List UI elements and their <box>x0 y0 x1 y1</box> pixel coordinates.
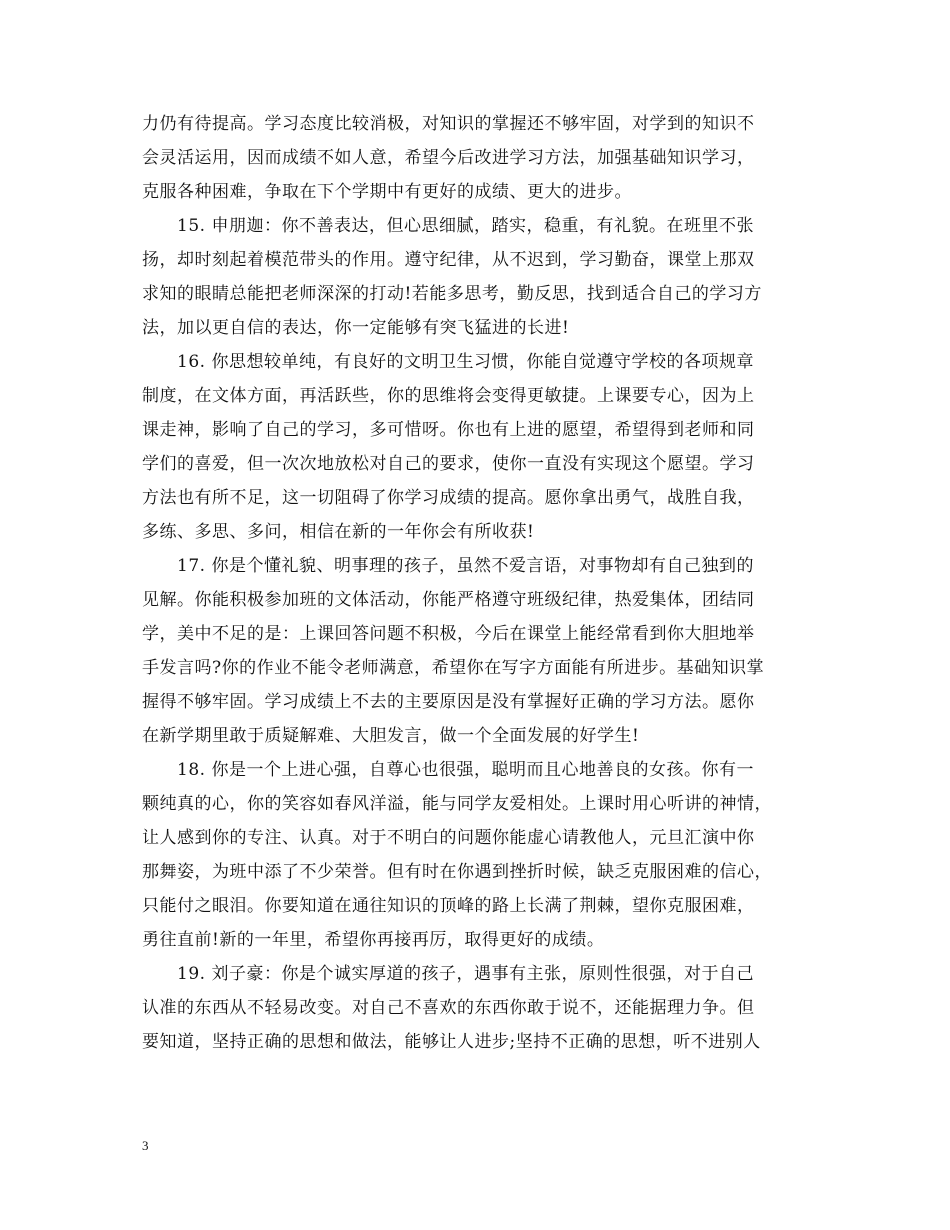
text-line: 制度，在文体方面，再活跃些，你的思维将会变得更敏捷。上课要专心，因为上 <box>142 386 755 406</box>
text-line: 在新学期里敢于质疑解难、大胆发言，做一个全面发展的好学生! <box>142 726 640 746</box>
text-line: 多练、多思、多问，相信在新的一年你会有所收获! <box>142 522 535 542</box>
text-line: 握得不够牢固。学习成绩上不去的主要原因是没有掌握好正确的学习方法。愿你 <box>142 692 755 712</box>
text-line: 手发言吗?你的作业不能令老师满意，希望你在写字方面能有所进步。基础知识掌 <box>142 658 765 678</box>
text-line: 让人感到你的专注、认真。对于不明白的问题你能虚心请教他人，元旦汇演中你 <box>142 828 755 848</box>
text-line: 力仍有待提高。学习态度比较消极，对知识的掌握还不够牢固，对学到的知识不 <box>142 114 755 134</box>
text-line: 认准的东西从不轻易改变。对自己不喜欢的东西你敢于说不，还能据理力争。但 <box>142 998 755 1018</box>
text-line: 18. 你是一个上进心强，自尊心也很强，聪明而且心地善良的女孩。你有一 <box>142 760 754 780</box>
text-line: 见解。你能积极参加班的文体活动，你能严格遵守班级纪律，热爱集体，团结同 <box>142 590 755 610</box>
text-line: 学们的喜爱，但一次次地放松对自己的要求，使你一直没有实现这个愿望。学习 <box>142 454 755 474</box>
text-line: 求知的眼睛总能把老师深深的打动!若能多思考，勤反思，找到适合自己的学习方 <box>142 284 762 304</box>
text-line: 克服各种困难，争取在下个学期中有更好的成绩、更大的进步。 <box>142 182 632 202</box>
text-line: 17. 你是个懂礼貌、明事理的孩子，虽然不爱言语，对事物却有自己独到的 <box>142 556 754 576</box>
page-number: 3 <box>142 1138 149 1153</box>
text-line: 方法也有所不足，这一切阻碍了你学习成绩的提高。愿你拿出勇气，战胜自我， <box>142 488 755 508</box>
text-line: 16. 你思想较单纯，有良好的文明卫生习惯，你能自觉遵守学校的各项规章 <box>142 352 754 372</box>
text-line: 那舞姿，为班中添了不少荣誉。但有时在你遇到挫折时候，缺乏克服困难的信心， <box>142 862 772 882</box>
text-line: 课走神，影响了自己的学习，多可惜呀。你也有上进的愿望，希望得到老师和同 <box>142 420 755 440</box>
text-line: 19. 刘子豪：你是个诚实厚道的孩子，遇事有主张，原则性很强，对于自己 <box>142 964 754 984</box>
text-line: 学，美中不足的是：上课回答问题不积极，今后在课堂上能经常看到你大胆地举 <box>142 624 755 644</box>
text-line: 勇往直前!新的一年里，希望你再接再厉，取得更好的成绩。 <box>142 930 605 950</box>
text-line: 只能付之眼泪。你要知道在通往知识的顶峰的路上长满了荆棘，望你克服困难， <box>142 896 755 916</box>
text-line: 会灵活运用，因而成绩不如人意，希望今后改进学习方法，加强基础知识学习， <box>142 148 755 168</box>
text-line: 15. 申朋迦：你不善表达，但心思细腻，踏实，稳重，有礼貌。在班里不张 <box>142 216 754 236</box>
text-line: 颗纯真的心，你的笑容如春风洋溢，能与同学友爱相处。上课时用心听讲的神情， <box>142 794 772 814</box>
text-line: 要知道，坚持正确的思想和做法，能够让人进步;坚持不正确的思想，听不进别人 <box>142 1032 761 1052</box>
text-line: 扬，却时刻起着模范带头的作用。遵守纪律，从不迟到，学习勤奋，课堂上那双 <box>142 250 755 270</box>
text-line: 法，加以更自信的表达，你一定能够有突飞猛进的长进! <box>142 318 570 338</box>
